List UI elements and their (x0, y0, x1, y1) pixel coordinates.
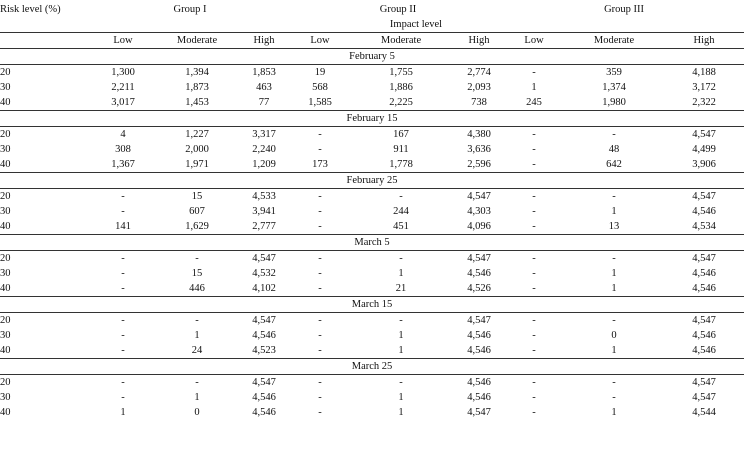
value-cell: 359 (606, 67, 622, 78)
date-section-row (0, 49, 744, 65)
risk-level-cell: 20 (0, 253, 11, 264)
date-section-row (0, 173, 744, 189)
value-cell: 738 (471, 97, 487, 108)
value-cell: 4,547 (467, 191, 491, 202)
value-cell: - (532, 268, 536, 279)
risk-level-cell: 40 (0, 407, 11, 418)
table-row (0, 204, 744, 219)
date-section-label: February 25 (0, 173, 744, 189)
value-cell: - (399, 377, 403, 388)
value-cell: 4,380 (467, 129, 491, 140)
value-cell: - (318, 345, 322, 356)
risk-level-cell: 40 (0, 221, 11, 232)
risk-level-cell: 20 (0, 377, 11, 388)
value-cell: - (121, 191, 125, 202)
value-cell: - (121, 345, 125, 356)
value-cell: 1 (398, 268, 404, 279)
value-cell: 1 (398, 392, 404, 403)
value-cell: 4,547 (467, 407, 491, 418)
value-cell: 3,636 (467, 144, 491, 155)
value-cell: - (532, 407, 536, 418)
value-cell: 1 (194, 330, 200, 341)
value-cell: 245 (526, 97, 542, 108)
value-cell: 4,096 (467, 221, 491, 232)
value-cell: 77 (258, 97, 270, 108)
value-cell: 2,322 (692, 97, 716, 108)
value-cell: 4,547 (467, 315, 491, 326)
table-row (0, 95, 744, 111)
value-cell: - (532, 330, 536, 341)
value-cell: - (195, 315, 199, 326)
value-cell: 1 (611, 345, 617, 356)
value-cell: 0 (194, 407, 200, 418)
value-cell: 1,394 (185, 67, 209, 78)
value-cell: 1,374 (602, 82, 626, 93)
date-section-label: March 15 (0, 297, 744, 313)
value-cell: - (195, 377, 199, 388)
value-cell: - (318, 221, 322, 232)
value-cell: 2,596 (467, 159, 491, 170)
subcol-header: Low (292, 33, 348, 49)
value-cell: 0 (611, 330, 617, 341)
value-cell: 1,778 (389, 159, 413, 170)
value-cell: 446 (189, 283, 205, 294)
value-cell: 4,547 (692, 191, 716, 202)
value-cell: - (318, 129, 322, 140)
value-cell: 167 (393, 129, 409, 140)
risk-level-cell: 40 (0, 159, 11, 170)
value-cell: 642 (606, 159, 622, 170)
date-section-label: February 5 (0, 49, 744, 65)
table-row (0, 390, 744, 405)
value-cell: - (121, 268, 125, 279)
value-cell: 4,534 (692, 221, 716, 232)
value-cell: 1 (398, 330, 404, 341)
value-cell: - (121, 315, 125, 326)
value-cell: 1,300 (111, 67, 135, 78)
table-row (0, 328, 744, 343)
value-cell: 24 (191, 345, 203, 356)
group-header-3: Group III (604, 4, 645, 15)
value-cell: 1,227 (185, 129, 209, 140)
value-cell: - (612, 392, 616, 403)
value-cell: - (532, 392, 536, 403)
group-header-2: Group II (379, 4, 417, 15)
value-cell: 4,547 (692, 392, 716, 403)
value-cell: 4,533 (252, 191, 276, 202)
header-row-impact (0, 17, 744, 33)
header-row-groups (0, 2, 744, 17)
impact-level-header: Impact level (88, 17, 744, 33)
table-row (0, 343, 744, 359)
value-cell: 4,546 (692, 268, 716, 279)
value-cell: - (121, 377, 125, 388)
value-cell: 4,526 (467, 283, 491, 294)
value-cell: - (532, 345, 536, 356)
value-cell: 21 (395, 283, 407, 294)
table-row (0, 142, 744, 157)
risk-level-cell: 30 (0, 206, 11, 217)
value-cell: 2,774 (467, 67, 491, 78)
value-cell: 1 (531, 82, 537, 93)
value-cell: 4 (120, 129, 126, 140)
table-body (0, 2, 744, 420)
value-cell: 4,303 (467, 206, 491, 217)
risk-level-cell: 40 (0, 345, 11, 356)
value-cell: - (532, 221, 536, 232)
value-cell: - (612, 315, 616, 326)
value-cell: - (399, 191, 403, 202)
value-cell: - (612, 377, 616, 388)
value-cell: - (532, 67, 536, 78)
results-table (0, 2, 744, 420)
value-cell: 4,546 (692, 330, 716, 341)
date-section-row (0, 297, 744, 313)
value-cell: 1,971 (185, 159, 209, 170)
value-cell: - (532, 377, 536, 388)
value-cell: 19 (314, 67, 326, 78)
value-cell: 4,546 (467, 377, 491, 388)
value-cell: - (121, 253, 125, 264)
value-cell: 15 (191, 268, 203, 279)
value-cell: 3,317 (252, 129, 276, 140)
risk-level-cell: 20 (0, 315, 11, 326)
risk-level-cell: 30 (0, 144, 11, 155)
header-row-subcols (0, 33, 744, 49)
date-section-label: March 25 (0, 359, 744, 375)
value-cell: - (532, 315, 536, 326)
value-cell: - (121, 283, 125, 294)
value-cell: - (318, 315, 322, 326)
value-cell: 1 (120, 407, 126, 418)
table-row (0, 313, 744, 329)
value-cell: 607 (189, 206, 205, 217)
value-cell: 2,225 (389, 97, 413, 108)
risk-level-cell: 20 (0, 191, 11, 202)
date-section-row (0, 359, 744, 375)
value-cell: 1,453 (185, 97, 209, 108)
value-cell: - (318, 330, 322, 341)
value-cell: - (532, 206, 536, 217)
value-cell: 3,906 (692, 159, 716, 170)
subcol-header: Moderate (348, 33, 454, 49)
empty-cell (0, 33, 88, 49)
value-cell: 1 (194, 392, 200, 403)
value-cell: - (318, 392, 322, 403)
value-cell: 308 (115, 144, 131, 155)
risk-level-cell: 30 (0, 330, 11, 341)
value-cell: 15 (191, 191, 203, 202)
risk-level-cell: 20 (0, 129, 11, 140)
value-cell: 1,886 (389, 82, 413, 93)
value-cell: 4,546 (252, 407, 276, 418)
value-cell: - (121, 330, 125, 341)
value-cell: 1,629 (185, 221, 209, 232)
value-cell: - (318, 191, 322, 202)
subcol-header: Low (504, 33, 564, 49)
value-cell: 568 (312, 82, 328, 93)
subcol-header: High (236, 33, 292, 49)
risk-level-cell: 40 (0, 283, 11, 294)
value-cell: 13 (608, 221, 620, 232)
value-cell: 4,546 (467, 345, 491, 356)
value-cell: 244 (393, 206, 409, 217)
value-cell: 1 (611, 407, 617, 418)
value-cell: 4,547 (692, 253, 716, 264)
value-cell: 4,547 (252, 377, 276, 388)
value-cell: 4,546 (692, 206, 716, 217)
value-cell: 4,523 (252, 345, 276, 356)
value-cell: - (121, 206, 125, 217)
risk-level-cell: 30 (0, 82, 11, 93)
table-row (0, 127, 744, 143)
value-cell: 1 (611, 283, 617, 294)
value-cell: 2,777 (252, 221, 276, 232)
value-cell: 2,000 (185, 144, 209, 155)
table-row (0, 375, 744, 391)
value-cell: - (318, 407, 322, 418)
value-cell: - (318, 206, 322, 217)
value-cell: 1 (398, 345, 404, 356)
value-cell: 911 (393, 144, 409, 155)
table-row (0, 157, 744, 173)
value-cell: 4,547 (467, 253, 491, 264)
risk-level-cell: 30 (0, 392, 11, 403)
value-cell: 4,546 (467, 268, 491, 279)
date-section-label: February 15 (0, 111, 744, 127)
risk-level-cell: 20 (0, 67, 11, 78)
table-row (0, 80, 744, 95)
value-cell: 4,499 (692, 144, 716, 155)
value-cell: - (399, 315, 403, 326)
value-cell: 1,367 (111, 159, 135, 170)
table-row (0, 281, 744, 297)
value-cell: - (532, 144, 536, 155)
value-cell: 4,547 (692, 315, 716, 326)
value-cell: - (318, 283, 322, 294)
value-cell: - (532, 253, 536, 264)
risk-level-cell: 40 (0, 97, 11, 108)
value-cell: 4,547 (692, 377, 716, 388)
value-cell: 1 (398, 407, 404, 418)
empty-cell (0, 17, 88, 33)
table-row (0, 405, 744, 420)
value-cell: - (532, 129, 536, 140)
table-row (0, 266, 744, 281)
table-row (0, 65, 744, 81)
group-header-1: Group I (173, 4, 207, 15)
value-cell: 1,873 (185, 82, 209, 93)
value-cell: 141 (115, 221, 131, 232)
risk-level-cell: 30 (0, 268, 11, 279)
value-cell: 3,172 (692, 82, 716, 93)
value-cell: 2,211 (111, 82, 135, 93)
value-cell: 1,980 (602, 97, 626, 108)
value-cell: - (612, 191, 616, 202)
value-cell: 4,102 (252, 283, 276, 294)
value-cell: 463 (256, 82, 272, 93)
value-cell: - (532, 283, 536, 294)
subcol-header: High (454, 33, 504, 49)
value-cell: - (318, 377, 322, 388)
value-cell: - (318, 253, 322, 264)
value-cell: - (318, 144, 322, 155)
subcol-header: Moderate (564, 33, 664, 49)
subcol-header: Low (88, 33, 158, 49)
value-cell: 3,017 (111, 97, 135, 108)
value-cell: 4,547 (692, 129, 716, 140)
value-cell: 1 (611, 206, 617, 217)
value-cell: 1,209 (252, 159, 276, 170)
value-cell: - (532, 159, 536, 170)
value-cell: 4,547 (252, 315, 276, 326)
value-cell: 48 (608, 144, 620, 155)
value-cell: - (612, 129, 616, 140)
value-cell: 4,544 (692, 407, 716, 418)
value-cell: 2,240 (252, 144, 276, 155)
date-section-row (0, 235, 744, 251)
value-cell: - (195, 253, 199, 264)
table-row (0, 189, 744, 205)
subcol-header: High (664, 33, 744, 49)
risk-level-header: Risk level (%) (0, 4, 61, 15)
value-cell: 4,546 (467, 330, 491, 341)
value-cell: 4,546 (692, 345, 716, 356)
value-cell: 451 (393, 221, 409, 232)
value-cell: 4,188 (692, 67, 716, 78)
value-cell: - (532, 191, 536, 202)
value-cell: 1 (611, 268, 617, 279)
value-cell: 4,532 (252, 268, 276, 279)
value-cell: 3,941 (252, 206, 276, 217)
table-row (0, 251, 744, 267)
value-cell: 1,585 (308, 97, 332, 108)
value-cell: - (318, 268, 322, 279)
value-cell: 4,547 (252, 253, 276, 264)
value-cell: 4,546 (692, 283, 716, 294)
value-cell: - (399, 253, 403, 264)
date-section-row (0, 111, 744, 127)
value-cell: 4,546 (252, 392, 276, 403)
date-section-label: March 5 (0, 235, 744, 251)
value-cell: 4,546 (467, 392, 491, 403)
table-row (0, 219, 744, 235)
value-cell: 1,755 (389, 67, 413, 78)
subcol-header: Moderate (158, 33, 236, 49)
value-cell: - (612, 253, 616, 264)
value-cell: 2,093 (467, 82, 491, 93)
value-cell: 173 (312, 159, 328, 170)
value-cell: 1,853 (252, 67, 276, 78)
value-cell: - (121, 392, 125, 403)
value-cell: 4,546 (252, 330, 276, 341)
